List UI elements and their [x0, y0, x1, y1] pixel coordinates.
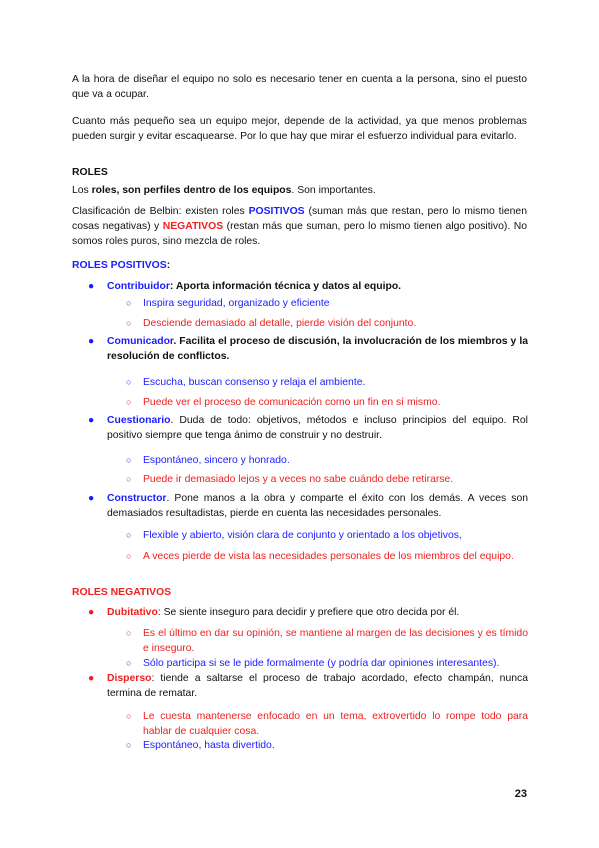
roles-positivos-colon: : — [166, 260, 171, 271]
role-desc-contribuidor: : Aporta información técnica y datos al equipo. — [169, 281, 402, 292]
role-cuestionario — [88, 413, 528, 443]
role-name-constructor: Constructor — [107, 493, 167, 504]
role-contribuidor — [88, 279, 528, 294]
intro-paragraph-1: A la hora de diseñar el equipo no solo es necesario tener en cuenta a la persona, sino el puesto que va a ocupar. — [72, 74, 527, 100]
contribuidor-positive — [126, 296, 528, 311]
page-number: 23 — [514, 788, 527, 800]
bullet-hollow-icon: ○ — [126, 628, 132, 638]
comunicador-negative-text: Puede ver el proceso de comunicación como un fin en sí mismo. — [143, 397, 441, 408]
role-comunicador — [88, 334, 528, 364]
belbin-negativos: NEGATIVOS — [162, 221, 224, 232]
roles-def-post: . Son importantes. — [291, 185, 376, 196]
role-name-disperso: Disperso — [107, 673, 152, 684]
roles-heading: ROLES — [72, 167, 108, 178]
roles-positivos-title: ROLES POSITIVOS — [72, 260, 167, 271]
intro-paragraph-2: Cuanto más pequeño sea un equipo mejor, depende de la actividad, ya que menos problemas pueden surgir y evitar escaquearse. Por lo que hay que mirar el esfuerzo individual para evitarlo. — [72, 116, 527, 142]
cuestionario-negative-text: Puede ir demasiado lejos y a veces no sabe cuándo debe retirarse. — [143, 474, 454, 485]
bullet-hollow-icon: ○ — [126, 298, 132, 308]
disperso-negative-text: Le cuesta mantenerse enfocado en un tema, extrovertido lo rompe todo para hablar de cualquier cosa. — [143, 711, 528, 737]
bullet-hollow-icon: ○ — [126, 397, 132, 407]
cuestionario-positive-text: Espontáneo, sincero y honrado. — [143, 455, 290, 466]
role-name-comunicador: Comunicador — [107, 336, 174, 347]
cuestionario-negative — [126, 472, 528, 487]
constructor-positive-text: Flexible y abierto, visión clara de conjunto y orientado a los objetivos, — [143, 530, 462, 541]
bullet-filled-icon: ● — [88, 673, 95, 684]
bullet-hollow-icon: ○ — [126, 530, 132, 540]
role-desc-disperso: : tiende a saltarse el proceso de trabajo acordado, efecto champán, nunca termina de rematar. — [107, 673, 528, 699]
dubitativo-negative-text: Es el último en dar su opinión, se mantiene al margen de las decisiones y es tímido e inseguro. — [143, 628, 528, 654]
contribuidor-negative — [126, 316, 528, 331]
contribuidor-negative-text: Desciende demasiado al detalle, pierde visión del conjunto. — [143, 318, 417, 329]
role-dubitativo — [88, 605, 528, 620]
cuestionario-positive — [126, 453, 528, 468]
roles-negativos-heading: ROLES NEGATIVOS — [72, 587, 172, 598]
bullet-filled-icon: ● — [88, 493, 95, 504]
constructor-positive — [126, 528, 528, 543]
bullet-hollow-icon: ○ — [126, 474, 132, 484]
bullet-hollow-icon: ○ — [126, 711, 132, 721]
comunicador-positive-text: Escucha, buscan consenso y relaja el ambiente. — [143, 377, 366, 388]
constructor-negative — [126, 549, 528, 564]
belbin-paragraph — [72, 204, 527, 249]
contribuidor-positive-text: Inspira seguridad, organizado y eficiente — [143, 298, 330, 309]
bullet-hollow-icon: ○ — [126, 377, 132, 387]
roles-def-pre: Los — [72, 185, 92, 196]
bullet-hollow-icon: ○ — [126, 740, 132, 750]
dubitativo-negative — [126, 626, 528, 656]
role-name-contribuidor: Contribuidor — [107, 281, 170, 292]
belbin-text-2: (suman más que restan, pero lo mismo tienen cosas negativas) y — [72, 206, 527, 232]
bullet-filled-icon: ● — [88, 336, 95, 347]
constructor-negative-text: A veces pierde de vista las necesidades personales de los miembros del equipo. — [143, 551, 514, 562]
role-desc-dubitativo: : Se siente inseguro para decidir y prefiere que otro decida por él. — [157, 607, 460, 618]
bullet-hollow-icon: ○ — [126, 551, 132, 561]
role-disperso — [88, 671, 528, 701]
dubitativo-positive-text: Sólo participa si se le pide formalmente (y podría dar opiniones interesantes). — [143, 658, 500, 669]
bullet-filled-icon: ● — [88, 415, 95, 426]
roles-positivos-heading — [72, 260, 170, 271]
roles-definition — [72, 183, 527, 198]
disperso-positive-text: Espontáneo, hasta divertido. — [143, 740, 275, 751]
belbin-positivos: POSITIVOS — [248, 206, 305, 217]
dubitativo-positive — [126, 656, 528, 671]
comunicador-positive — [126, 375, 528, 390]
bullet-filled-icon: ● — [88, 607, 95, 618]
disperso-positive — [126, 738, 528, 753]
belbin-text-1: Clasificación de Belbin: existen roles — [72, 206, 249, 217]
role-desc-cuestionario: . Duda de todo: objetivos, métodos e incluso principios del equipo. Rol positivo siempre que tenga ánimo de construir y no destruir. — [107, 415, 528, 441]
role-name-dubitativo: Dubitativo — [107, 607, 158, 618]
bullet-filled-icon: ● — [88, 281, 95, 292]
bullet-hollow-icon: ○ — [126, 658, 132, 668]
bullet-hollow-icon: ○ — [126, 455, 132, 465]
roles-def-bold: roles, son perfiles dentro de los equipos — [91, 185, 292, 196]
comunicador-negative — [126, 395, 528, 410]
bullet-hollow-icon: ○ — [126, 318, 132, 328]
disperso-negative — [126, 709, 528, 739]
role-name-cuestionario: Cuestionario — [107, 415, 171, 426]
role-desc-comunicador: . Facilita el proceso de discusión, la involucración de los miembros y la resolución de conflictos. — [107, 336, 528, 362]
role-constructor — [88, 491, 528, 521]
belbin-text-3: (restan más que suman, pero lo mismo tienen algo positivo). No somos roles puros, sino mezcla de roles. — [72, 221, 527, 247]
role-desc-constructor: . Pone manos a la obra y comparte el éxito con los demás. A veces son demasiados resultadistas, pierde en cuenta las necesidades personales. — [107, 493, 528, 519]
